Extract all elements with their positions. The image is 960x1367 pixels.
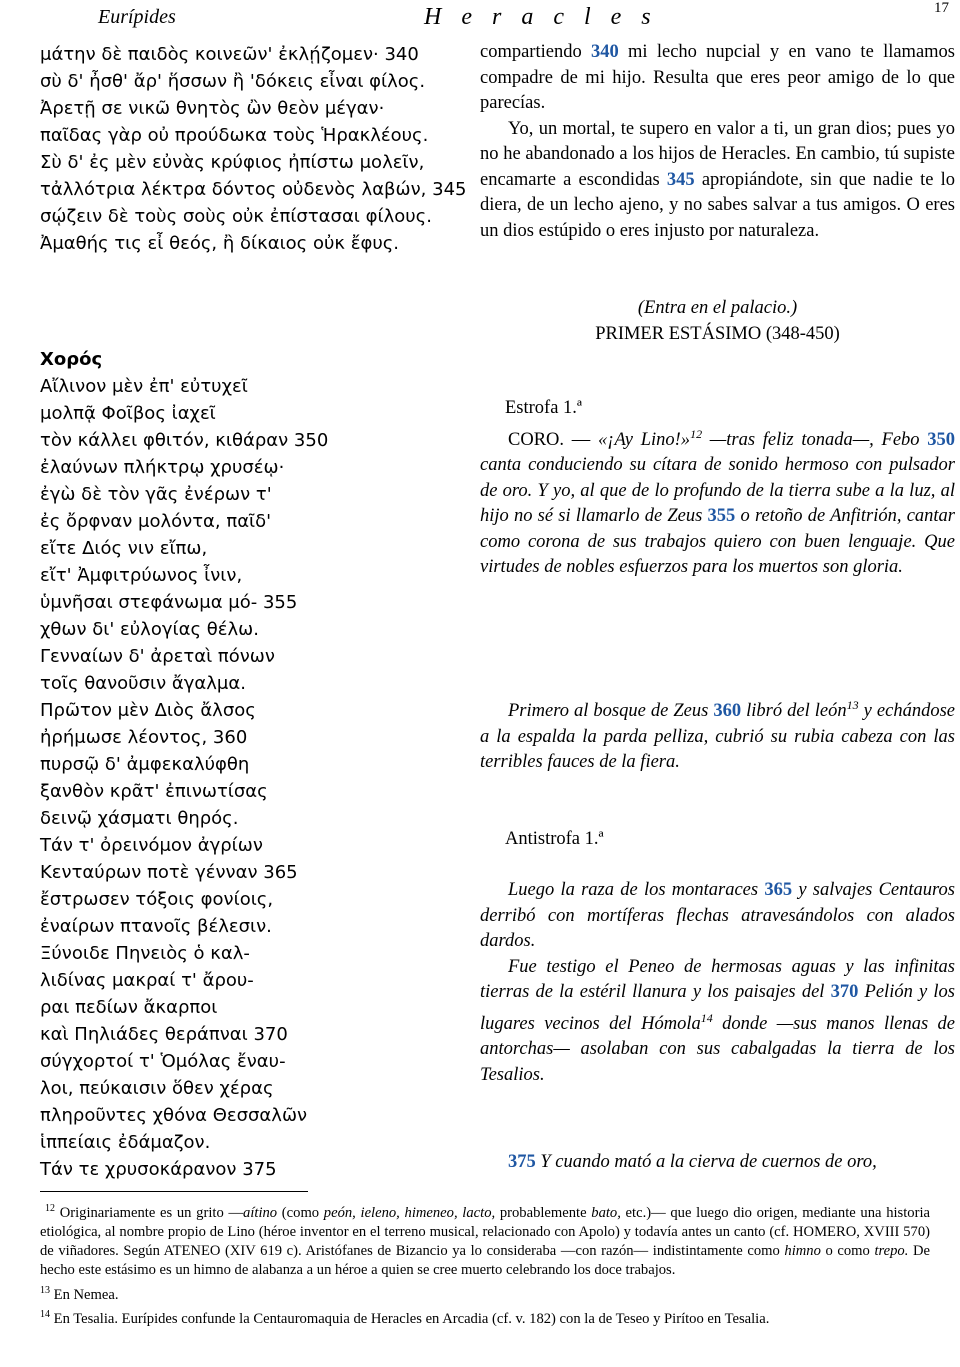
line-number: 350 (927, 429, 956, 450)
page-number: 17 (934, 0, 949, 16)
greek-line: χθων δι' εὐλογίας θέλω. (40, 619, 259, 640)
stasimon-title: PRIMER ESTÁSIMO (348-450) (595, 323, 840, 344)
lion-paragraph-block (480, 693, 955, 776)
greek-line: πυρσῷ δ' ἀμφεκαλύφθη (40, 754, 250, 775)
chorus-paragraph: Luego la raza de los montaraces 365 y salvajes Centauros derribó con mortíferas flechas atravesándolos con alados dardos. (480, 880, 955, 951)
greek-line: ἐλαύνων πλήκτρῳ χρυσέῳ· (40, 457, 285, 478)
greek-chorus-block (40, 346, 480, 1183)
footnote-ref: 14 (700, 1010, 713, 1025)
greek-line: ἐγὼ δὲ τὸν γᾶς ἐνέρων τ' (40, 484, 272, 505)
centaurs-paragraph-block (480, 878, 955, 1088)
greek-line: μάτην δὲ παιδὸς κοινεῶν' ἐκλῄζομεν· 340 (40, 44, 419, 65)
antistrophe-label-block (480, 827, 955, 853)
chorus-paragraph: CORO. — «¡Ay Lino!»$^{12}$ —tras feliz tonada—, Febo 350 canta conduciendo su cítara de sonido hermoso con pulsador de oro. Y yo, al que de lo profundo de la tierra sube a la luz, al hijo no sé si llamarlo de Zeus 355 o retoño de Anfitrión, cantar como corona de sus trabajos quiero con buen lenguaje. Que virtudes de nobles esfuerzos para los muertos son gloria. (480, 426, 956, 578)
greek-line: Τάν τ' ὀρεινόμον ἀγρίων (40, 835, 263, 856)
greek-line: λιδίνας μακραί τ' ἄρου- (40, 970, 254, 991)
footnote-ref: 13 (846, 698, 859, 712)
antistrophe-label: Antistrofa 1.ª (505, 829, 604, 849)
footnote-rule (40, 1191, 308, 1192)
greek-line: πληροῦντες χθόνα Θεσσαλῶν (40, 1105, 308, 1126)
greek-line: σὺ δ' ἦσθ' ἄρ' ἥσσων ἢ 'δόκεις εἶναι φίλος. (40, 71, 426, 92)
speaker-label: CORO. (508, 429, 565, 450)
greek-line: ἐναίρων πτανοῖς βέλεσιν. (40, 916, 272, 937)
strophe-1-block (480, 396, 955, 581)
running-header-author: Eurípides (98, 6, 176, 28)
greek-line: εἴτε Διός νιν εἴπω, (40, 538, 208, 559)
chorus-paragraph: Fue testigo el Peneo de hermosas aguas y las infinitas tierras de la estéril llanura y los paisajes del 370 Pelión y los lugares vecinos del Hómola$^{14}$ donde —sus manos llenas de antorchas— asolaban con sus cabalgadas la tierra de los Tesalios. (480, 956, 956, 1085)
greek-line: μολπᾷ Φοῖβος ἰαχεῖ (40, 403, 216, 424)
greek-line: ἱππείαις ἐδάμαζον. (40, 1132, 211, 1153)
line-number: 365 (764, 880, 793, 900)
greek-line: ἠρήμωσε λέοντος, 360 (40, 727, 248, 748)
greek-line: τοῖς θανοῦσιν ἄγαλμα. (40, 673, 246, 694)
greek-line: Κενταύρων ποτὲ γένναν 365 (40, 862, 298, 883)
strophe-label: Estrofa 1.ª (505, 398, 583, 418)
footnote-12: $^{12}$ Originariamente es un grito —aítino (como peón, ieleno, himeneo, lacto, probablemente bato, etc.)— que luego dio origen, mediante una historia etiológica, al nombre propio de Lino (héroe inventor en el terreno musical, relacionado con Apolo) y todavía antes un canto (cf. HOMERO, XVIII 570) de viñadores. Según ATENEO (XIV 619 c). Aristófanes de Bizancio ya lo consideraba —con razón— indistintamente como himno o como trepo. De hecho este estásimo es un himno de alabanza a un héroe a quien se cree muerto celebrando los doce trabajos. (40, 1203, 931, 1279)
greek-line: Αἴλινον μὲν ἐπ' εὐτυχεῖ (40, 376, 248, 397)
last-line-block (480, 1150, 955, 1176)
greek-line: Τάν τε χρυσοκάρανον 375 (40, 1159, 277, 1180)
chorus-speaker-label: Χορός (40, 349, 103, 370)
chorus-paragraph: 375 Y cuando mató a la cierva de cuernos de oro, (508, 1152, 877, 1172)
translation-paragraph: Yo, un mortal, te supero en valor a ti, un gran dios; pues yo no he abandonado a los hijos de Heracles. En cambio, tú supiste encamarte a escondidas 345 apropiándote, sin que nadie te lo diera, de un lecho ajeno, y no sabes salvar a tus amigos. O eres un dios estúpido o eres injusto por naturaleza. (480, 118, 955, 241)
footnote-14: $^{14}$ En Tesalia. Eurípides confunde la Centauromaquia de Heracles en Arcadia (cf. v. 182) con la de Teseo y Pirítoo en Tesalia. (40, 1308, 770, 1327)
translation-paragraph: compartiendo 340 mi lecho nupcial y en vano te llamamos compadre de mi hijo. Resulta que eres peor amigo de lo que parecías. (480, 42, 955, 113)
greek-line: ἔστρωσεν τόξοις φονίοις, (40, 889, 274, 910)
stasimon-heading-block (480, 296, 955, 347)
greek-dialogue-block (40, 41, 480, 257)
greek-line: παῖδας γὰρ οὐ προύδωκα τοὺς Ἡρακλέους. (40, 125, 429, 146)
greek-line: εἴτ' Ἀμφιτρύωνος ἶνιν, (40, 565, 243, 586)
spanish-dialogue-block (480, 40, 955, 244)
footnote-ref: 12 (690, 426, 703, 441)
line-number: 360 (713, 701, 742, 722)
line-number: 370 (830, 982, 859, 1002)
greek-line: σῴζειν δὲ τοὺς σοὺς οὐκ ἐπίστασαι φίλους. (40, 206, 432, 227)
greek-line: Ξύνοιδε Πηνειὸς ὁ καλ- (40, 943, 250, 964)
greek-line: Πρῶτον μὲν Διὸς ἄλσος (40, 700, 256, 721)
greek-line: τἀλλότρια λέκτρα δόντος οὐδενὸς λαβών, 345 (40, 179, 467, 200)
footnotes (40, 1199, 930, 1329)
line-number: 355 (707, 506, 736, 527)
greek-line: δεινῷ χάσματι θηρός. (40, 808, 239, 829)
chorus-paragraph: Primero al bosque de Zeus 360 libró del león$^{13}$ y echándose a la espalda la parda pelliza, cubrió su rubia cabeza con las terribles fauces de la fiera. (480, 698, 956, 773)
greek-line: Γενναίων δ' ἀρεταὶ πόνων (40, 646, 275, 667)
greek-line: ἐς ὄρφναν μολόντα, παῖδ' (40, 511, 272, 532)
greek-line: τὸν κάλλει φθιτόν, κιθάραν 350 (40, 430, 329, 451)
greek-line: ραι πεδίων ἄκαρποι (40, 997, 218, 1018)
greek-line: Ἀμαθής τις εἶ θεός, ἢ δίκαιος οὐκ ἔφυς. (40, 233, 400, 254)
greek-line: ξανθὸν κρᾶτ' ἐπινωτίσας (40, 781, 268, 802)
greek-line: ὑμνῆσαι στεφάνωμα μό- 355 (40, 592, 298, 613)
line-number: 375 (508, 1152, 536, 1172)
greek-line: λοι, πεύκαισιν ὅθεν χέρας (40, 1078, 274, 1099)
line-number: 340 (591, 42, 619, 62)
footnote-13: $^{13}$ En Nemea. (40, 1284, 119, 1303)
greek-line: Σὺ δ' ἐς μὲν εὐνὰς κρύφιος ἠπίστω μολεῖν, (40, 152, 425, 173)
line-number: 345 (666, 169, 695, 190)
greek-line: καὶ Πηλιάδες θεράπναι 370 (40, 1024, 288, 1045)
stage-direction: (Entra en el palacio.) (637, 298, 798, 318)
greek-line: σύγχορτοί τ' Ὁμόλας ἔναυ- (40, 1051, 286, 1072)
greek-line: Ἀρετῇ σε νικῶ θνητὸς ὢν θεὸν μέγαν· (40, 98, 385, 119)
running-header-title: H e r a c l e s (424, 4, 658, 30)
